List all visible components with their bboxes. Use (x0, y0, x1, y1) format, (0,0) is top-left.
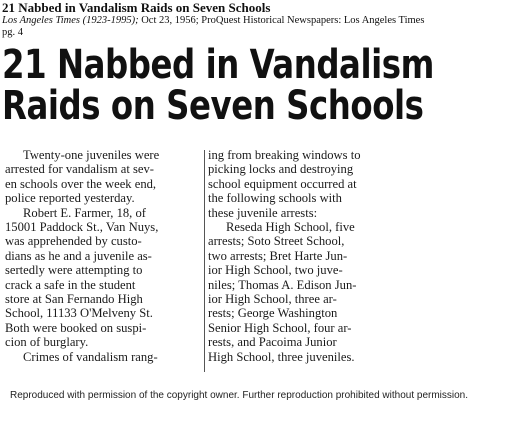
article-line: 15001 Paddock St., Van Nuys, (5, 220, 159, 235)
column-divider (204, 150, 205, 372)
copyright-notice: Reproduced with permission of the copyright owner. Further reproduction prohibited without permission. (10, 390, 469, 401)
article-line: police reported yesterday. (5, 191, 135, 206)
citation-meta (2, 15, 502, 27)
article-line: Crimes of vandalism rang- (23, 349, 158, 364)
article-line: rests; George Washington (208, 306, 338, 321)
article-line: ing from breaking windows to (208, 148, 361, 162)
article-line: High School, three juveniles. (208, 349, 355, 364)
article-line: Both were booked on suspi- (5, 320, 147, 335)
article-line: arrests; Soto Street School, (208, 234, 345, 249)
article-line: Senior High School, four ar- (208, 320, 352, 335)
article-line: these juvenile arrests: (208, 205, 318, 220)
citation-source: Los Angeles Times (1923-1995); (2, 15, 139, 26)
article-line: was apprehended by custo- (5, 234, 142, 249)
article-line: cion of burglary. (5, 335, 89, 350)
article-column-right (208, 148, 406, 364)
article-line: Robert E. Farmer, 18, of (23, 205, 146, 220)
article-line: two arrests; Bret Harte Jun- (208, 248, 348, 263)
article-line: dians as he and a juvenile as- (5, 248, 152, 263)
headline-line-1: 21 Nabbed in Vandalism (2, 42, 434, 88)
article-column-left (5, 148, 203, 364)
article-line: rests, and Pacoima Junior (208, 335, 337, 350)
citation-page: pg. 4 (2, 27, 23, 38)
article-line: Reseda High School, five (226, 220, 355, 235)
article-line: crack a safe in the student (5, 277, 136, 292)
article-line: niles; Thomas A. Edison Jun- (208, 277, 357, 292)
headline-line-2: Raids on Seven Schools (2, 83, 424, 129)
article-line: ior High School, two juve- (208, 263, 343, 278)
citation-details: Oct 23, 1956; ProQuest Historical Newspapers: Los Angeles Times (138, 15, 425, 26)
article-line: ior High School, three ar- (208, 292, 337, 307)
article-line: picking locks and destroying (208, 162, 354, 177)
article-line: Twenty-one juveniles were (23, 148, 160, 162)
article-line: the following schools with (208, 191, 342, 206)
article-headline (2, 42, 512, 129)
article-line: en schools over the week end, (5, 176, 157, 191)
citation-block (2, 1, 502, 39)
citation-title: 21 Nabbed in Vandalism Raids on Seven Schools (2, 0, 271, 15)
article-line: arrested for vandalism at sev- (5, 162, 154, 177)
article-line: school equipment occurred at (208, 176, 357, 191)
article-line: sertedly were attempting to (5, 263, 143, 278)
article-line: School, 11133 O'Melveny St. (5, 306, 153, 321)
article-line: store at San Fernando High (5, 292, 143, 307)
